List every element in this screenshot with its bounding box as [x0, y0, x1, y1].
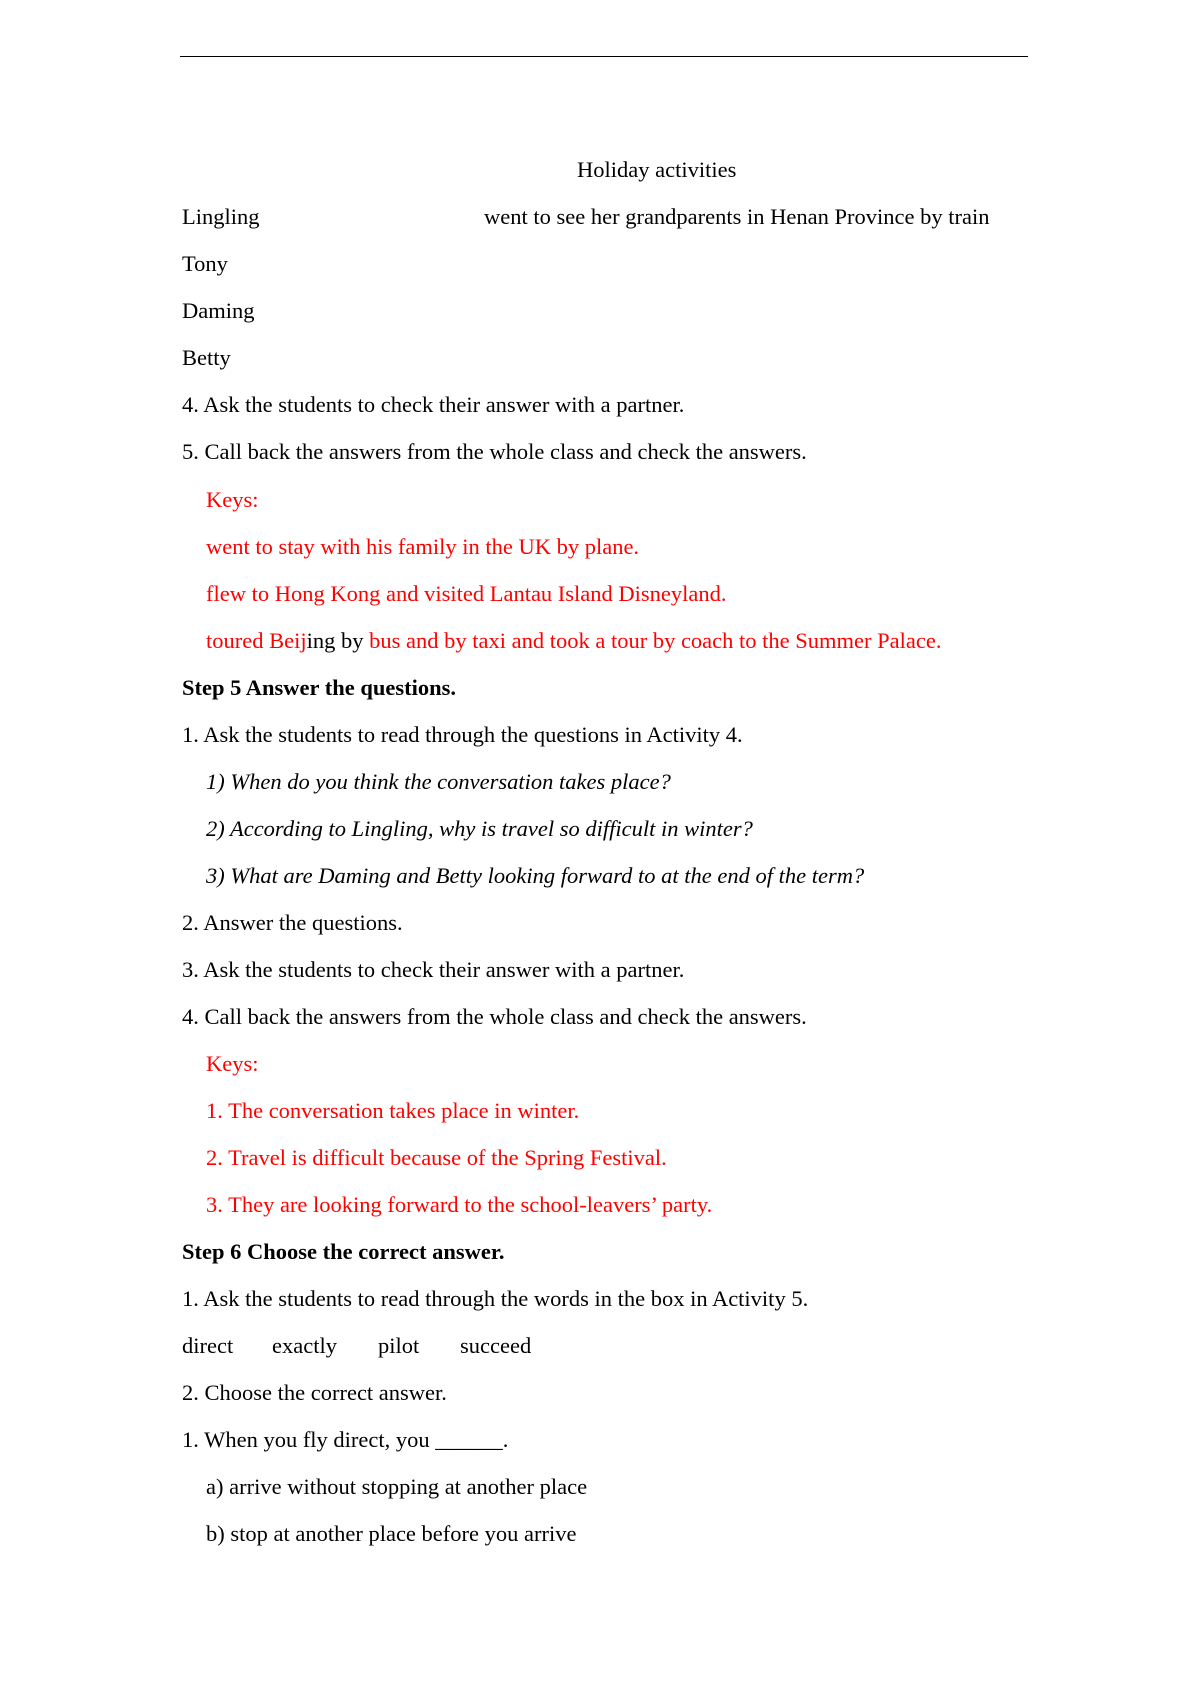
step4-item-5: 5. Call back the answers from the whole class and check the answers.: [182, 439, 807, 464]
row-name: Daming: [182, 298, 255, 323]
step5-heading: Step 5 Answer the questions.: [182, 675, 456, 700]
row-name: Tony: [182, 251, 228, 276]
word-succeed: succeed: [460, 1333, 532, 1358]
step6-heading: Step 6 Choose the correct answer.: [182, 1239, 505, 1264]
key-betty: [206, 627, 941, 655]
step5-item-2: 2. Answer the questions.: [182, 910, 403, 935]
word-pilot: pilot: [378, 1333, 420, 1358]
keys-label: Keys:: [206, 487, 259, 512]
word-direct: direct: [182, 1333, 234, 1358]
key-betty-part2: ing by: [306, 628, 370, 653]
row-name: Lingling: [182, 204, 260, 229]
question-3: 3) What are Daming and Betty looking forward to at the end of the term?: [206, 863, 865, 888]
step5-item-4: 4. Call back the answers from the whole class and check the answers.: [182, 1004, 807, 1029]
table-row-daming: [182, 297, 255, 325]
row-name: Betty: [182, 345, 231, 370]
step5-key-2: 2. Travel is difficult because of the Spring Festival.: [206, 1145, 667, 1170]
step6-question-1: 1. When you fly direct, you ______.: [182, 1427, 509, 1452]
word-exactly: exactly: [272, 1333, 337, 1358]
table-title: Holiday activities: [577, 157, 737, 182]
question-1: 1) When do you think the conversation takes place?: [206, 769, 671, 794]
table-row-lingling: [182, 203, 990, 231]
word-box: [182, 1332, 582, 1360]
step6-item-1: 1. Ask the students to read through the words in the box in Activity 5.: [182, 1286, 809, 1311]
step5-item-3: 3. Ask the students to check their answer with a partner.: [182, 957, 685, 982]
step5-keys-label: Keys:: [206, 1051, 259, 1076]
key-betty-part1: toured Beij: [206, 628, 307, 653]
table-row-betty: [182, 344, 231, 372]
step5-key-1: 1. The conversation takes place in winter.: [206, 1098, 580, 1123]
step4-item-4: 4. Ask the students to check their answer with a partner.: [182, 392, 685, 417]
option-a: a) arrive without stopping at another place: [206, 1474, 588, 1499]
step5-key-3: 3. They are looking forward to the school-leavers’ party.: [206, 1192, 713, 1217]
step5-item-1: 1. Ask the students to read through the questions in Activity 4.: [182, 722, 743, 747]
option-b: b) stop at another place before you arrive: [206, 1521, 577, 1546]
key-daming: flew to Hong Kong and visited Lantau Island Disneyland.: [206, 581, 727, 606]
key-betty-part3: bus and by taxi and took a tour by coach to the Summer Palace.: [369, 628, 942, 653]
key-tony: went to stay with his family in the UK by plane.: [206, 534, 640, 559]
table-row-tony: [182, 250, 228, 278]
question-2: 2) According to Lingling, why is travel so difficult in winter?: [206, 816, 753, 841]
row-activity: went to see her grandparents in Henan Province by train: [484, 204, 990, 229]
step6-item-2: 2. Choose the correct answer.: [182, 1380, 447, 1405]
header-rule: [180, 56, 1028, 57]
